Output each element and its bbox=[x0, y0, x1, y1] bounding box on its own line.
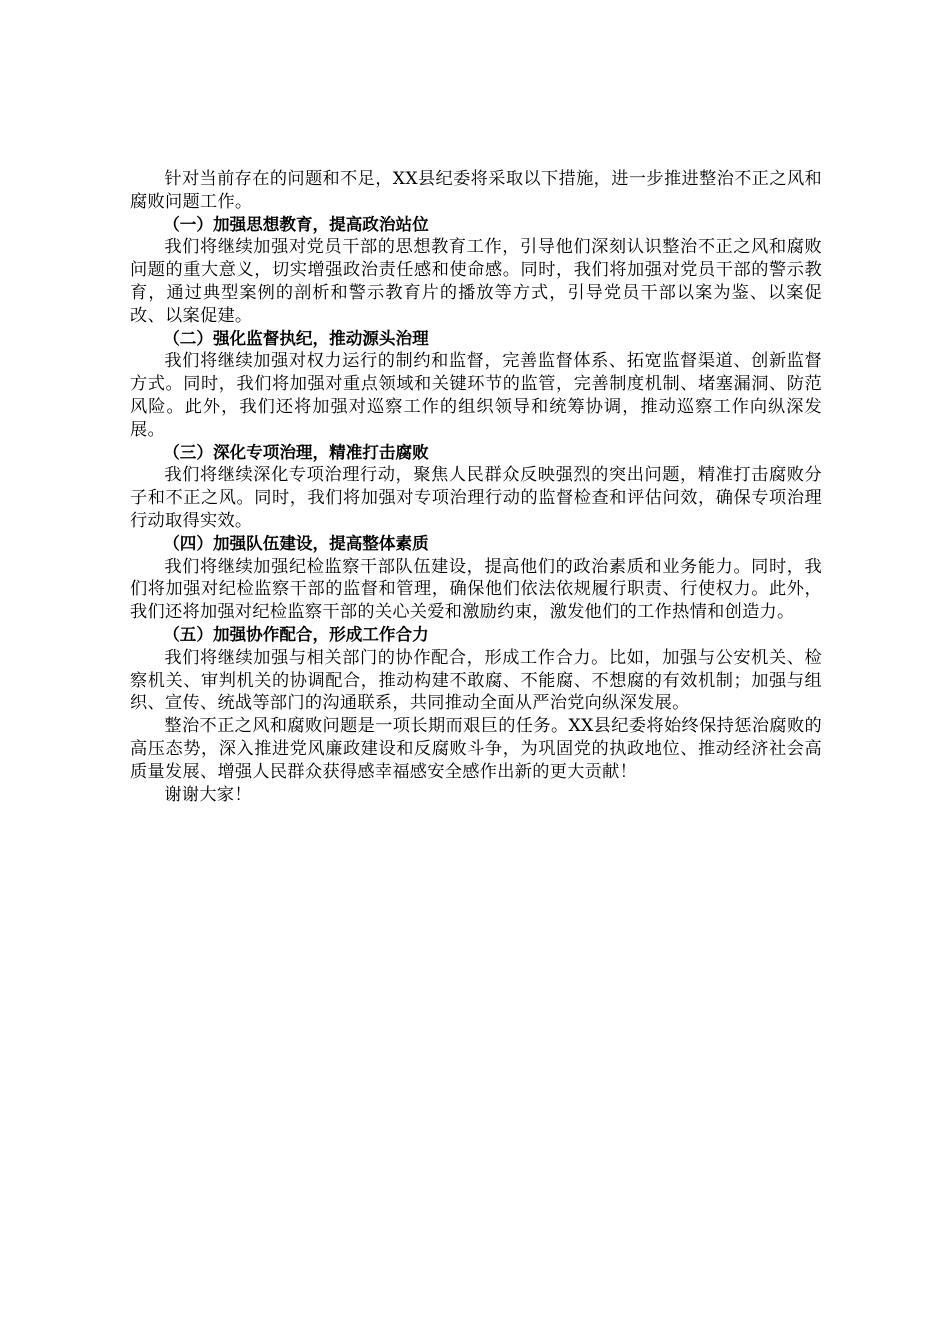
document-page bbox=[130, 168, 822, 806]
section-3-body: 我们将继续深化专项治理行动，聚焦人民群众反映强烈的突出问题，精准打击腐败分子和不正之风。同时，我们将加强对专项治理行动的监督检查和评估问效，确保专项治理行动取得实效。 bbox=[130, 465, 822, 531]
section-2-heading: （二）强化监督执纪，推动源头治理 bbox=[163, 328, 429, 348]
section-3-heading: （三）深化专项治理，精准打击腐败 bbox=[163, 442, 429, 462]
conclusion-paragraph: 整治不正之风和腐败问题是一项长期而艰巨的任务。XX县纪委将始终保持惩治腐败的高压态势，深入推进党风廉政建设和反腐败斗争，为巩固党的执政地位、推动经济社会高质量发展、增强人民群众获得感幸福感安全感作出新的更大贡献！ bbox=[130, 716, 822, 782]
section-1-heading: （一）加强思想教育，提高政治站位 bbox=[163, 214, 429, 234]
closing-line: 谢谢大家！ bbox=[164, 784, 252, 805]
section-4-heading: （四）加强队伍建设，提高整体素质 bbox=[163, 533, 429, 553]
section-5-body: 我们将继续加强与相关部门的协作配合，形成工作合力。比如，加强与公安机关、检察机关、审判机关的协调配合，推动构建不敢腐、不能腐、不想腐的有效机制；加强与组织、宣传、统战等部门的沟通联系，共同推动全面从严治党向纵深发展。 bbox=[130, 647, 822, 714]
section-5-heading: （五）加强协作配合，形成工作合力 bbox=[163, 624, 429, 644]
section-2-body: 我们将继续加强对权力运行的制约和监督，完善监督体系、拓宽监督渠道、创新监督方式。同时，我们将加强对重点领域和关键环节的监管，完善制度机制、堵塞漏洞、防范风险。此外，我们还将加强对巡察工作的组织领导和统筹协调，推动巡察工作向纵深发展。 bbox=[130, 351, 822, 440]
section-1-body: 我们将继续加强对党员干部的思想教育工作，引导他们深刻认识整治不正之风和腐败问题的重大意义，切实增强政治责任感和使命感。同时，我们将加强对党员干部的警示教育，通过典型案例的剖析和警示教育片的播放等方式，引导党员干部以案为鉴、以案促改、以案促建。 bbox=[130, 237, 822, 326]
intro-paragraph: 针对当前存在的问题和不足，XX县纪委将采取以下措施，进一步推进整治不正之风和腐败问题工作。 bbox=[130, 169, 822, 212]
section-4-body: 我们将继续加强纪检监察干部队伍建设，提高他们的政治素质和业务能力。同时，我们将加强对纪检监察干部的监督和管理，确保他们依法依规履行职责、行使权力。此外，我们还将加强对纪检监察干部的关心关爱和激励约束，激发他们的工作热情和创造力。 bbox=[130, 556, 822, 623]
